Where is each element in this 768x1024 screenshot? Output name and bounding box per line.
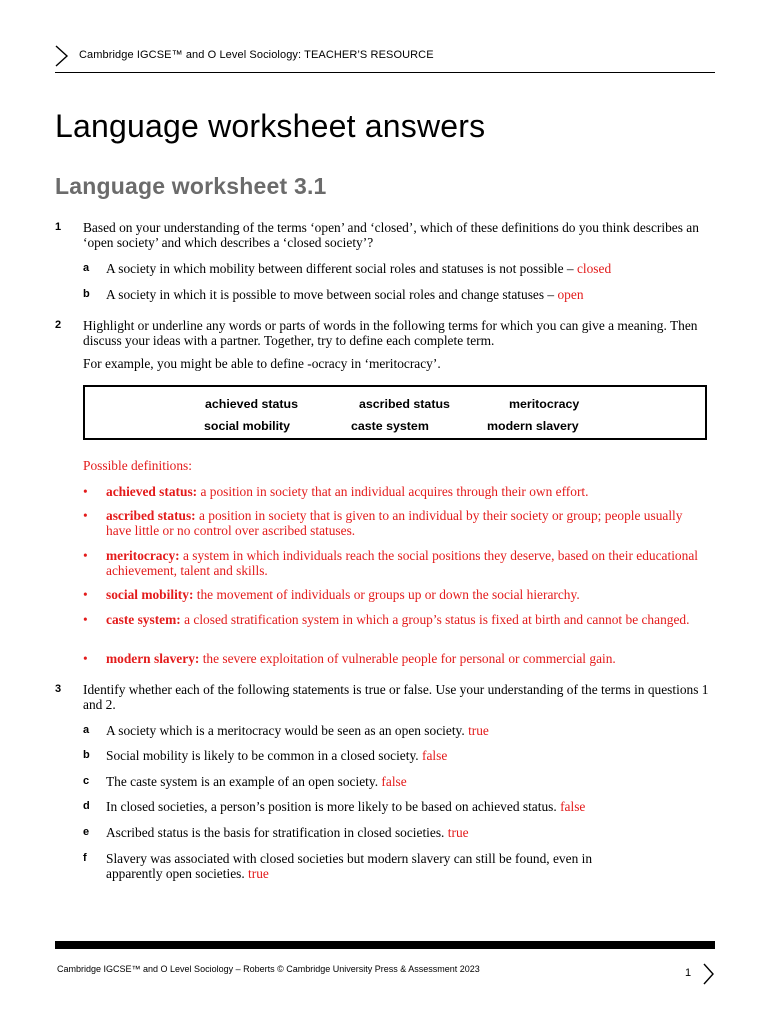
example-text: For example, you might be able to define -ocracy in ‘meritocracy’. <box>83 356 441 371</box>
item-text: Ascribed status is the basis for stratification in closed societies. <box>106 825 448 840</box>
answer-text: false <box>422 748 448 763</box>
footer-bar <box>55 941 715 949</box>
definition-text: the severe exploitation of vulnerable people for personal or commercial gain. <box>199 651 616 666</box>
question-number: 3 <box>55 683 62 695</box>
term-achieved-status: achieved status <box>205 397 298 411</box>
definition-item <box>83 508 703 538</box>
answer-text: true <box>248 866 269 881</box>
question-text: Identify whether each of the following statements is true or false. Use your understanding of the terms in questions 1 and 2. <box>83 682 709 712</box>
item-text: A society in which it is possible to move between social roles and change statuses – <box>106 287 558 302</box>
item-letter: c <box>83 775 90 787</box>
page-number: 1 <box>685 967 692 979</box>
definition-item <box>83 651 703 666</box>
footer-copyright: Cambridge IGCSE™ and O Level Sociology – Roberts © Cambridge University Press & Assessment 2023 <box>57 964 480 974</box>
running-header: Cambridge IGCSE™ and O Level Sociology: TEACHER’S RESOURCE <box>79 49 434 61</box>
question-number: 1 <box>55 221 62 233</box>
answer-text: true <box>468 723 489 738</box>
definition-item <box>83 484 703 499</box>
next-page-chevron-icon[interactable] <box>700 962 716 986</box>
answer-text: true <box>447 825 469 840</box>
definition-text: a system in which individuals reach the social positions they deserve, based on their educational achievement, talent and skills. <box>106 548 698 578</box>
question-2 <box>55 318 715 348</box>
item-text: Slavery was associated with closed societies but modern slavery can still be found, even in apparently open societies. <box>106 851 593 881</box>
section-title: Language worksheet 3.1 <box>55 173 327 199</box>
definition-term: ascribed status: <box>106 508 196 523</box>
term-modern-slavery: modern slavery <box>487 419 579 433</box>
question-text: Based on your understanding of the terms ‘open’ and ‘closed’, which of these definitions do you think describes an ‘open society’ and which describes a ‘closed society’? <box>83 220 699 250</box>
bullet-icon: • <box>83 651 88 666</box>
answer-text: closed <box>576 261 612 276</box>
item-letter: a <box>83 724 90 736</box>
item-text: A society which is a meritocracy would be seen as an open society. <box>106 723 469 738</box>
definition-term: achieved status: <box>106 484 198 499</box>
question-3-item-e <box>83 825 703 840</box>
definition-item <box>83 548 703 578</box>
item-text: A society in which mobility between different social roles and statuses is not possible – <box>106 261 577 276</box>
term-meritocracy: meritocracy <box>509 397 580 411</box>
term-caste-system: caste system <box>351 419 429 433</box>
answer-text: false <box>560 799 586 814</box>
definition-term: meritocracy: <box>106 548 180 563</box>
item-letter: b <box>83 749 90 761</box>
answer-text: open <box>557 287 584 302</box>
question-3-item-d <box>83 799 703 814</box>
definition-text: a position in society that is given to an individual by their society or group; people usually have little or no control over ascribed statuses. <box>106 508 683 538</box>
definition-text: the movement of individuals or groups up or down the social hierarchy. <box>193 587 580 602</box>
item-letter: f <box>83 852 87 864</box>
item-letter: b <box>83 288 90 300</box>
question-3-item-b <box>83 748 703 763</box>
bullet-icon: • <box>83 587 88 602</box>
item-letter: d <box>83 800 90 812</box>
question-3-item-a <box>83 723 703 738</box>
item-text: The caste system is an example of an open society. <box>106 774 382 789</box>
bullet-icon: • <box>83 508 88 523</box>
definition-text: a closed stratification system in which a group’s status is fixed at birth and cannot be changed. <box>180 612 690 627</box>
term-social-mobility: social mobility <box>204 419 291 433</box>
definition-text: a position in society that an individual acquires through their own effort. <box>197 484 589 499</box>
chevron-right-icon <box>52 44 70 68</box>
question-1 <box>55 220 715 250</box>
definition-item <box>83 587 703 602</box>
item-text: In closed societies, a person’s position is more likely to be based on achieved status. <box>106 799 561 814</box>
terms-box <box>83 385 707 440</box>
question-number: 2 <box>55 319 62 331</box>
item-letter: e <box>83 826 90 838</box>
bullet-icon: • <box>83 548 88 563</box>
item-text: Social mobility is likely to be common in a closed society. <box>106 748 422 763</box>
question-1-item-b <box>83 287 703 302</box>
question-text: Highlight or underline any words or parts of words in the following terms for which you can give a meaning. Then discuss your ideas with a partner. Together, try to define each complete term. <box>83 318 698 348</box>
question-3-item-c <box>83 774 703 789</box>
bullet-icon: • <box>83 612 88 627</box>
question-1-item-a <box>83 261 703 276</box>
answer-text: false <box>381 774 407 789</box>
question-3 <box>55 682 715 712</box>
definition-term: modern slavery: <box>106 651 200 666</box>
possible-definitions-label: Possible definitions: <box>83 458 192 473</box>
definition-term: social mobility: <box>106 587 194 602</box>
page-title: Language worksheet answers <box>55 108 486 144</box>
term-ascribed-status: ascribed status <box>359 397 450 411</box>
item-letter: a <box>83 262 90 274</box>
definition-term: caste system: <box>106 612 181 627</box>
bullet-icon: • <box>83 484 88 499</box>
header-rule <box>55 72 715 73</box>
definition-item <box>83 612 703 627</box>
question-3-item-f <box>83 851 603 881</box>
